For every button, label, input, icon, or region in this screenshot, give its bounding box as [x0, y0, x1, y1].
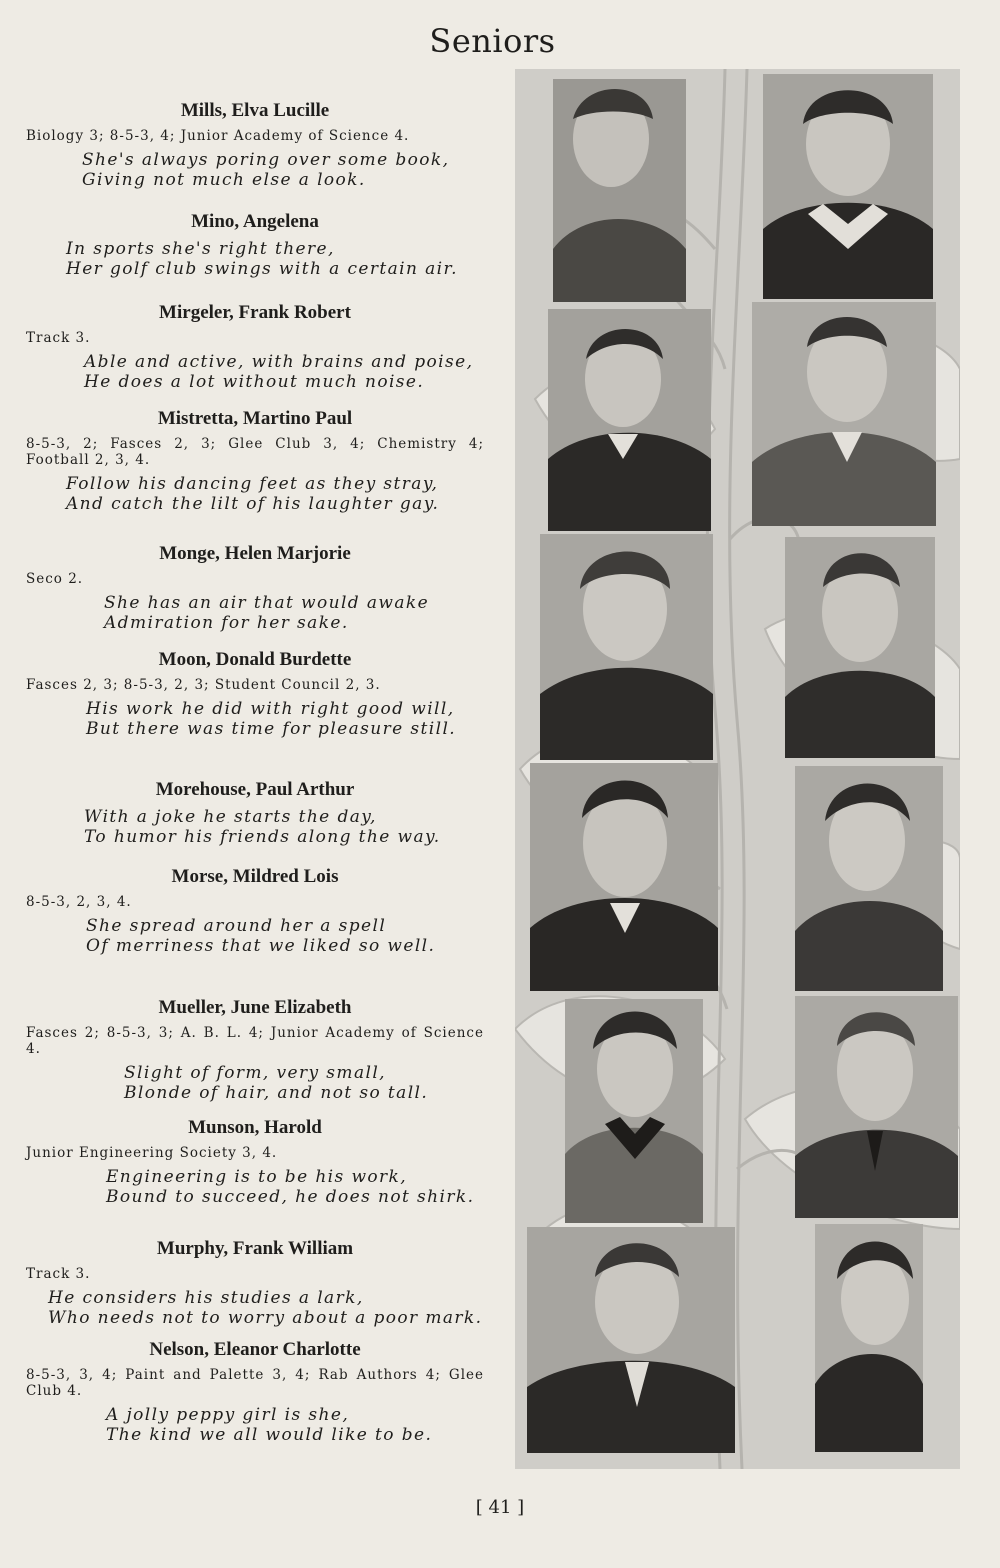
verse-line: She's always poring over some book,	[82, 150, 450, 170]
verse-line: Admiration for her sake.	[104, 613, 349, 633]
verse-line: And catch the lilt of his laughter gay.	[66, 494, 440, 514]
page-title: Seniors	[429, 22, 556, 60]
portrait-photo	[553, 79, 686, 302]
senior-verse	[26, 239, 484, 279]
portrait-photo	[815, 1224, 923, 1452]
senior-name: Mistretta, Martino Paul	[157, 408, 353, 429]
senior-entry	[26, 100, 484, 190]
portrait-photo	[752, 302, 936, 526]
portrait-photo	[540, 534, 713, 760]
verse-line: He does a lot without much noise.	[84, 372, 425, 392]
verse-line: To humor his friends along the way.	[84, 827, 441, 847]
senior-name: Mino, Angelena	[191, 211, 319, 232]
verse-line: In sports she's right there,	[66, 239, 335, 259]
verse-line: A jolly peppy girl is she,	[106, 1405, 350, 1425]
senior-verse	[26, 807, 484, 847]
verse-line: Able and active, with brains and poise,	[84, 352, 474, 372]
portrait-photo	[785, 537, 935, 758]
senior-verse	[26, 474, 484, 514]
verse-line: Follow his dancing feet as they stray,	[66, 474, 439, 494]
senior-verse	[26, 1288, 484, 1328]
senior-name: Monge, Helen Marjorie	[159, 543, 351, 564]
verse-line: But there was time for pleasure still.	[86, 719, 457, 739]
senior-entry	[26, 1339, 484, 1445]
senior-activities: 8-5-3, 2, 3, 4.	[26, 894, 132, 910]
verse-line: With a joke he starts the day,	[84, 807, 377, 827]
senior-verse	[26, 593, 484, 633]
portrait-photo	[763, 74, 933, 299]
verse-line: His work he did with right good will,	[86, 699, 455, 719]
verse-line: He considers his studies a lark,	[48, 1288, 364, 1308]
senior-name: Morehouse, Paul Arthur	[155, 779, 355, 800]
senior-verse	[26, 1167, 484, 1207]
verse-line: Her golf club swings with a certain air.	[66, 259, 458, 279]
senior-entry	[26, 866, 484, 956]
verse-line: Bound to succeed, he does not shirk.	[106, 1187, 475, 1207]
senior-activities: Track 3.	[26, 1266, 91, 1282]
portrait-photo	[795, 996, 958, 1218]
senior-verse	[26, 1063, 484, 1103]
senior-entry	[26, 997, 484, 1103]
senior-name: Mills, Elva Lucille	[180, 100, 330, 121]
senior-verse	[26, 1405, 484, 1445]
portrait-photo	[527, 1227, 735, 1453]
senior-name: Morse, Mildred Lois	[171, 866, 339, 887]
senior-activities: Fasces 2, 3; 8-5-3, 2, 3; Student Council 2, 3.	[26, 677, 381, 693]
senior-name: Mueller, June Elizabeth	[158, 997, 352, 1018]
senior-activities: Fasces 2; 8-5-3, 3; A. B. L. 4; Junior Academy of Science 4.	[26, 1025, 484, 1057]
senior-verse	[26, 150, 484, 190]
page-number: [ 41 ]	[475, 1497, 525, 1518]
senior-name: Mirgeler, Frank Robert	[159, 302, 351, 323]
senior-activities: Junior Engineering Society 3, 4.	[26, 1145, 278, 1161]
verse-line: Giving not much else a look.	[82, 170, 366, 190]
senior-entry	[26, 1117, 484, 1207]
senior-activities: Biology 3; 8-5-3, 4; Junior Academy of Science 4.	[26, 128, 410, 144]
portrait-photo	[565, 999, 703, 1223]
senior-entry	[26, 302, 484, 392]
senior-entry	[26, 649, 484, 739]
senior-name: Moon, Donald Burdette	[158, 649, 352, 670]
verse-line: Of merriness that we liked so well.	[86, 936, 436, 956]
verse-line: Engineering is to be his work,	[106, 1167, 408, 1187]
portrait-photo	[795, 766, 943, 991]
senior-name: Nelson, Eleanor Charlotte	[149, 1339, 361, 1360]
verse-line: She spread around her a spell	[86, 916, 387, 936]
senior-name: Munson, Harold	[188, 1117, 322, 1138]
senior-name: Murphy, Frank William	[156, 1238, 354, 1259]
verse-line: Slight of form, very small,	[124, 1063, 386, 1083]
portrait-panel	[515, 69, 960, 1469]
senior-entry	[26, 1238, 484, 1328]
portrait-photo	[530, 763, 718, 991]
verse-line: Blonde of hair, and not so tall.	[124, 1083, 429, 1103]
senior-activities: 8-5-3, 3, 4; Paint and Palette 3, 4; Rab Authors 4; Glee Club 4.	[26, 1367, 484, 1399]
senior-activities: Seco 2.	[26, 571, 84, 587]
senior-entry	[26, 779, 484, 847]
senior-entry	[26, 408, 484, 514]
verse-line: The kind we all would like to be.	[106, 1425, 433, 1445]
portrait-photo	[548, 309, 711, 531]
senior-verse	[26, 916, 484, 956]
senior-verse	[26, 352, 484, 392]
verse-line: She has an air that would awake	[104, 593, 430, 613]
senior-activities: Track 3.	[26, 330, 91, 346]
senior-entry	[26, 543, 484, 633]
senior-entry	[26, 211, 484, 279]
senior-verse	[26, 699, 484, 739]
senior-activities: 8-5-3, 2; Fasces 2, 3; Glee Club 3, 4; Chemistry 4; Football 2, 3, 4.	[26, 436, 484, 468]
verse-line: Who needs not to worry about a poor mark.	[48, 1308, 483, 1328]
